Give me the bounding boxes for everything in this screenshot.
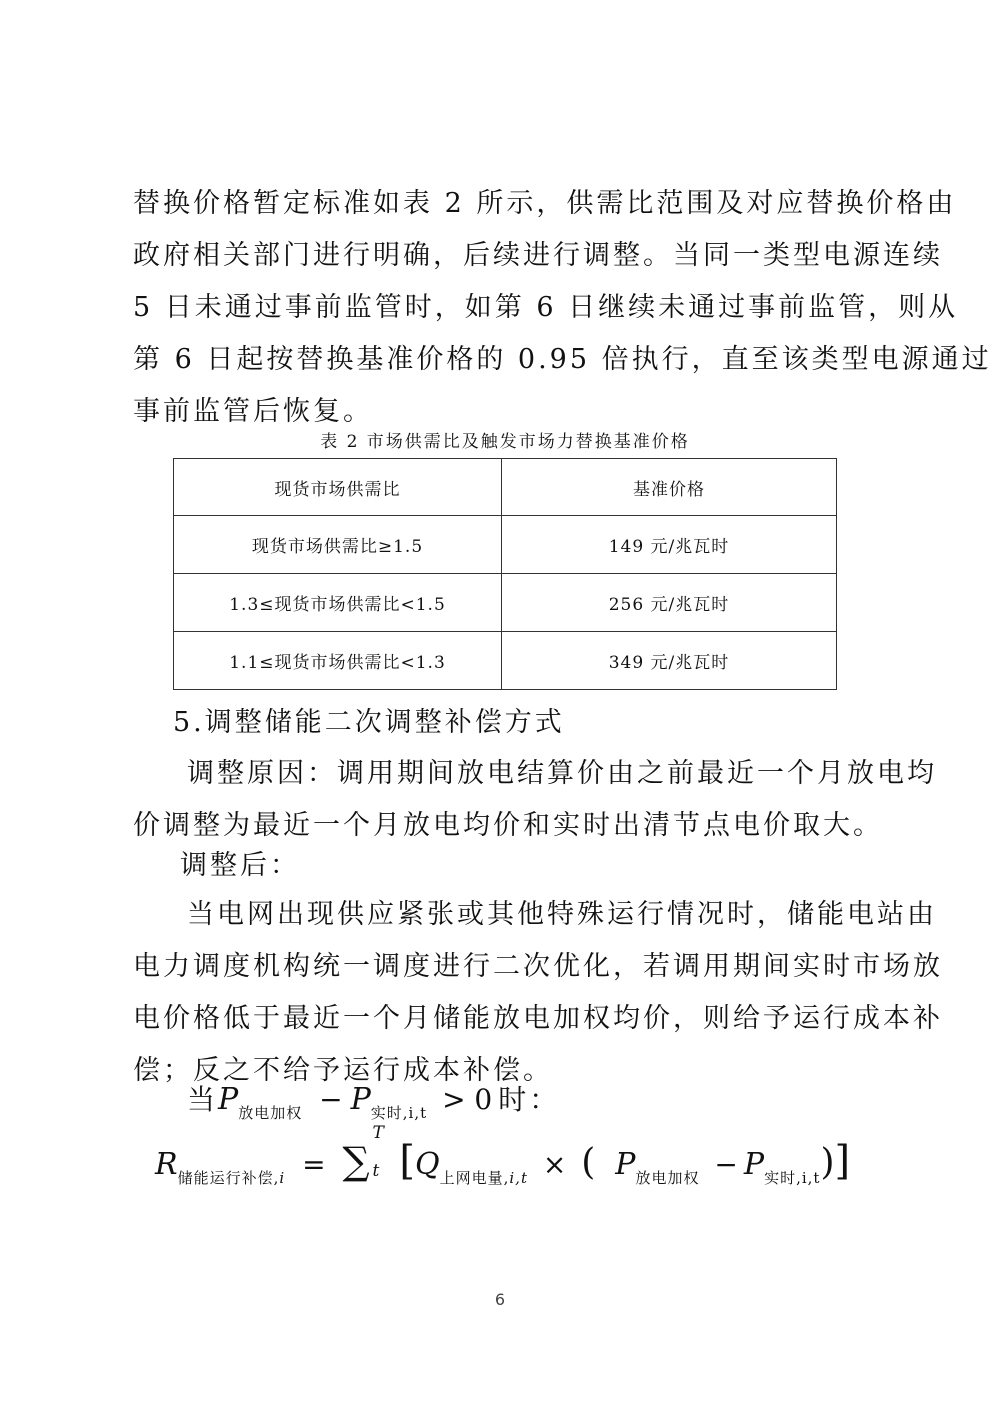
text-line: 政府相关部门进行明确，后续进行调整。当同一类型电源连续	[133, 240, 943, 271]
text-line: 电价格低于最近一个月储能放电加权均价，则给予运行成本补	[133, 1003, 943, 1034]
text-line: 替换价格暂定标准如表 2 所示，供需比范围及对应替换价格由	[133, 188, 957, 219]
variable-p: P	[743, 1147, 765, 1182]
variable-p: P	[350, 1082, 371, 1117]
sum-lower-limit: t	[372, 1161, 380, 1181]
table-caption: 表 2 市场供需比及触发市场力替换基准价格	[320, 432, 690, 452]
paragraph-replacement-price	[133, 178, 992, 438]
variable-p: P	[218, 1082, 239, 1117]
section-5-heading: 5.调整储能二次调整补偿方式	[173, 707, 565, 738]
left-paren: (	[581, 1142, 596, 1183]
text-line: 第 6 日起按替换基准价格的 0.95 倍执行，直至该类型电源通过	[133, 344, 992, 375]
subscript-grid-energy: 上网电量,	[439, 1169, 510, 1187]
text-line: 电力调度机构统一调度进行二次优化，若调用期间实时市场放	[133, 951, 943, 982]
minus-sign: −	[319, 1083, 343, 1116]
table-row	[174, 574, 837, 632]
table-cell-ratio: 1.1≤现货市场供需比<1.3	[174, 632, 502, 690]
section-heading	[133, 697, 877, 749]
right-bracket: ]	[834, 1138, 851, 1184]
variable-q: Q	[414, 1147, 440, 1182]
subscript-discharge-weighted: 放电加权	[635, 1169, 700, 1187]
summation	[342, 1123, 384, 1183]
subscript-index-i: i	[279, 1169, 286, 1187]
table-cell-ratio: 1.3≤现货市场供需比<1.5	[174, 574, 502, 632]
paragraph-compensation-rule	[133, 889, 943, 1097]
text-line: 事前监管后恢复。	[133, 396, 373, 427]
paragraph-adjustment-reason	[133, 748, 937, 852]
condition-expression	[187, 1078, 561, 1122]
subscript-discharge-weighted: 放电加权	[238, 1104, 303, 1122]
condition-prefix: 当	[187, 1083, 219, 1116]
greater-than-zero: > 0	[442, 1083, 493, 1116]
table-row	[174, 516, 837, 574]
after-adjustment-label: 调整后：	[180, 850, 300, 881]
subscript-realtime: 实时,i,t	[764, 1169, 821, 1187]
text-line: 当电网出现供应紧张或其他特殊运行情况时，储能电站由	[187, 899, 937, 930]
subscript-realtime: 实时,i,t	[370, 1104, 428, 1122]
sum-upper-limit: T	[372, 1123, 384, 1143]
text-line: 5 日未通过事前监管时，如第 6 日继续未通过事前监管，则从	[133, 292, 959, 323]
text-line: 偿；反之不给予运行成本补偿。	[133, 1055, 553, 1086]
times-sign: ×	[542, 1148, 567, 1181]
table-header-row	[174, 459, 837, 516]
variable-p: P	[615, 1147, 636, 1182]
column-header-ratio: 现货市场供需比	[174, 459, 502, 516]
after-adjustment-label-block	[133, 840, 877, 892]
table-cell-price: 349 元/兆瓦时	[502, 632, 837, 690]
variable-r: R	[155, 1147, 178, 1182]
compensation-formula	[155, 1123, 851, 1187]
page-number: 6	[494, 1290, 506, 1309]
supply-demand-price-table	[173, 458, 837, 690]
text-line: 调整原因：调用期间放电结算价由之前最近一个月放电均	[187, 758, 937, 789]
equals-sign: =	[302, 1148, 326, 1181]
sum-symbol: ∑	[342, 1139, 370, 1183]
minus-sign: −	[714, 1148, 738, 1181]
condition-suffix: 时：	[498, 1083, 561, 1116]
table-row	[174, 632, 837, 690]
table-cell-price: 149 元/兆瓦时	[502, 516, 837, 574]
subscript-storage-compensation: 储能运行补偿,	[177, 1169, 280, 1187]
column-header-price: 基准价格	[502, 459, 837, 516]
left-bracket: [	[399, 1138, 415, 1184]
subscript-index-it: i,t	[509, 1169, 528, 1187]
table-cell-ratio: 现货市场供需比≥1.5	[174, 516, 502, 574]
right-paren: )	[820, 1142, 835, 1183]
table-cell-price: 256 元/兆瓦时	[502, 574, 837, 632]
text-line: 价调整为最近一个月放电均价和实时出清节点电价取大。	[133, 810, 883, 841]
